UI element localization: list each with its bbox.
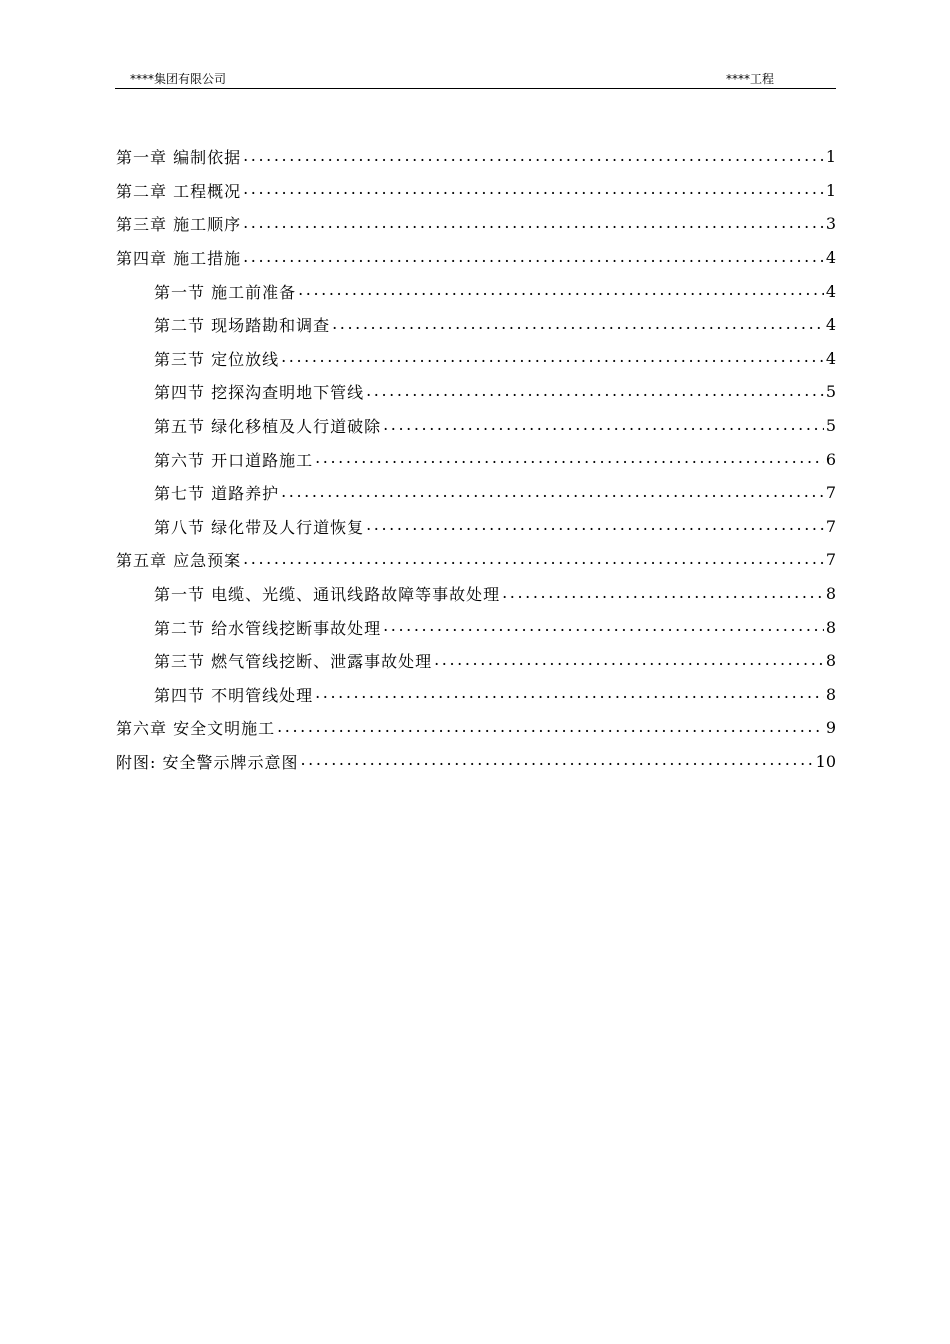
- toc-leader: [315, 449, 824, 469]
- toc-entry[interactable]: [116, 711, 836, 745]
- toc-subentry[interactable]: [116, 577, 836, 611]
- toc-entry-page: 7: [825, 516, 836, 536]
- toc-entry-page: 6: [825, 449, 836, 469]
- toc-leader: [383, 416, 824, 436]
- toc-entry-label: 第八节 绿化带及人行道恢复: [154, 517, 365, 537]
- toc-subentry[interactable]: [116, 308, 836, 342]
- toc-entry-page: 8: [825, 584, 836, 604]
- toc-entry-label: 第四节 不明管线处理: [154, 685, 314, 705]
- page-header: [115, 68, 836, 89]
- toc-leader: [366, 382, 824, 402]
- toc-entry-label: 第二节 现场踏勘和调查: [154, 316, 331, 336]
- toc-entry-label: 第六章 安全文明施工: [116, 719, 276, 739]
- toc-entry-page: 10: [815, 751, 836, 771]
- toc-leader: [383, 617, 824, 637]
- toc-leader: [243, 214, 824, 234]
- toc-entry-page: 4: [825, 281, 836, 301]
- toc-entry[interactable]: [116, 745, 836, 779]
- toc-entry-page: 7: [825, 550, 836, 570]
- toc-leader: [315, 684, 824, 704]
- toc-entry-label: 第五节 绿化移植及人行道破除: [154, 417, 382, 437]
- toc-entry-page: 4: [825, 348, 836, 368]
- toc-leader: [298, 281, 824, 301]
- toc-entry-label: 第一章 编制依据: [116, 148, 242, 168]
- toc-entry-label: 第二章 工程概况: [116, 181, 242, 201]
- header-company: ****集团有限公司: [130, 72, 227, 86]
- toc-entry-label: 第六节 开口道路施工: [154, 450, 314, 470]
- toc-entry-label: 附图: 安全警示牌示意图: [116, 752, 299, 772]
- toc-leader: [243, 180, 824, 200]
- toc-leader: [243, 550, 824, 570]
- toc-entry-label: 第三节 定位放线: [154, 349, 280, 369]
- toc-entry[interactable]: [116, 174, 836, 208]
- toc-subentry[interactable]: [116, 678, 836, 712]
- toc-subentry[interactable]: [116, 409, 836, 443]
- toc-entry[interactable]: [116, 241, 836, 275]
- toc-subentry[interactable]: [116, 644, 836, 678]
- toc-entry-page: 4: [825, 248, 836, 268]
- toc-subentry[interactable]: [116, 375, 836, 409]
- toc-leader: [243, 147, 824, 167]
- header-project: ****工程: [725, 72, 774, 86]
- toc-entry-page: 8: [825, 684, 836, 704]
- toc-entry-page: 7: [825, 483, 836, 503]
- toc-entry-page: 9: [825, 718, 836, 738]
- toc-entry-page: 8: [825, 617, 836, 637]
- toc-entry-page: 5: [825, 382, 836, 402]
- toc-leader: [332, 315, 824, 335]
- toc-subentry[interactable]: [116, 510, 836, 544]
- toc-entry-page: 3: [825, 214, 836, 234]
- toc-leader: [243, 248, 824, 268]
- toc-entry-label: 第三章 施工顺序: [116, 215, 242, 235]
- toc-subentry[interactable]: [116, 442, 836, 476]
- toc-entry-label: 第一节 电缆、光缆、通讯线路故障等事故处理: [154, 585, 501, 605]
- toc-subentry[interactable]: [116, 342, 836, 376]
- table-of-contents: [116, 140, 836, 778]
- toc-subentry[interactable]: [116, 610, 836, 644]
- toc-entry[interactable]: [116, 207, 836, 241]
- toc-entry-page: 1: [825, 180, 836, 200]
- toc-leader: [300, 751, 813, 771]
- toc-entry-label: 第四节 挖探沟查明地下管线: [154, 383, 365, 403]
- toc-entry-label: 第四章 施工措施: [116, 249, 242, 269]
- toc-entry-label: 第一节 施工前准备: [154, 282, 297, 302]
- toc-entry-page: 5: [825, 416, 836, 436]
- toc-subentry[interactable]: [116, 274, 836, 308]
- toc-leader: [281, 483, 824, 503]
- toc-entry-page: 1: [825, 147, 836, 167]
- toc-entry[interactable]: [116, 543, 836, 577]
- toc-entry-label: 第二节 给水管线挖断事故处理: [154, 618, 382, 638]
- toc-leader: [502, 584, 824, 604]
- toc-entry-page: 8: [825, 651, 836, 671]
- toc-leader: [277, 718, 824, 738]
- toc-leader: [281, 348, 824, 368]
- toc-entry-label: 第五章 应急预案: [116, 551, 242, 571]
- toc-entry[interactable]: [116, 140, 836, 174]
- toc-subentry[interactable]: [116, 476, 836, 510]
- toc-entry-page: 4: [825, 315, 836, 335]
- toc-entry-label: 第三节 燃气管线挖断、泄露事故处理: [154, 652, 433, 672]
- toc-leader: [434, 651, 824, 671]
- toc-entry-label: 第七节 道路养护: [154, 484, 280, 504]
- toc-leader: [366, 516, 824, 536]
